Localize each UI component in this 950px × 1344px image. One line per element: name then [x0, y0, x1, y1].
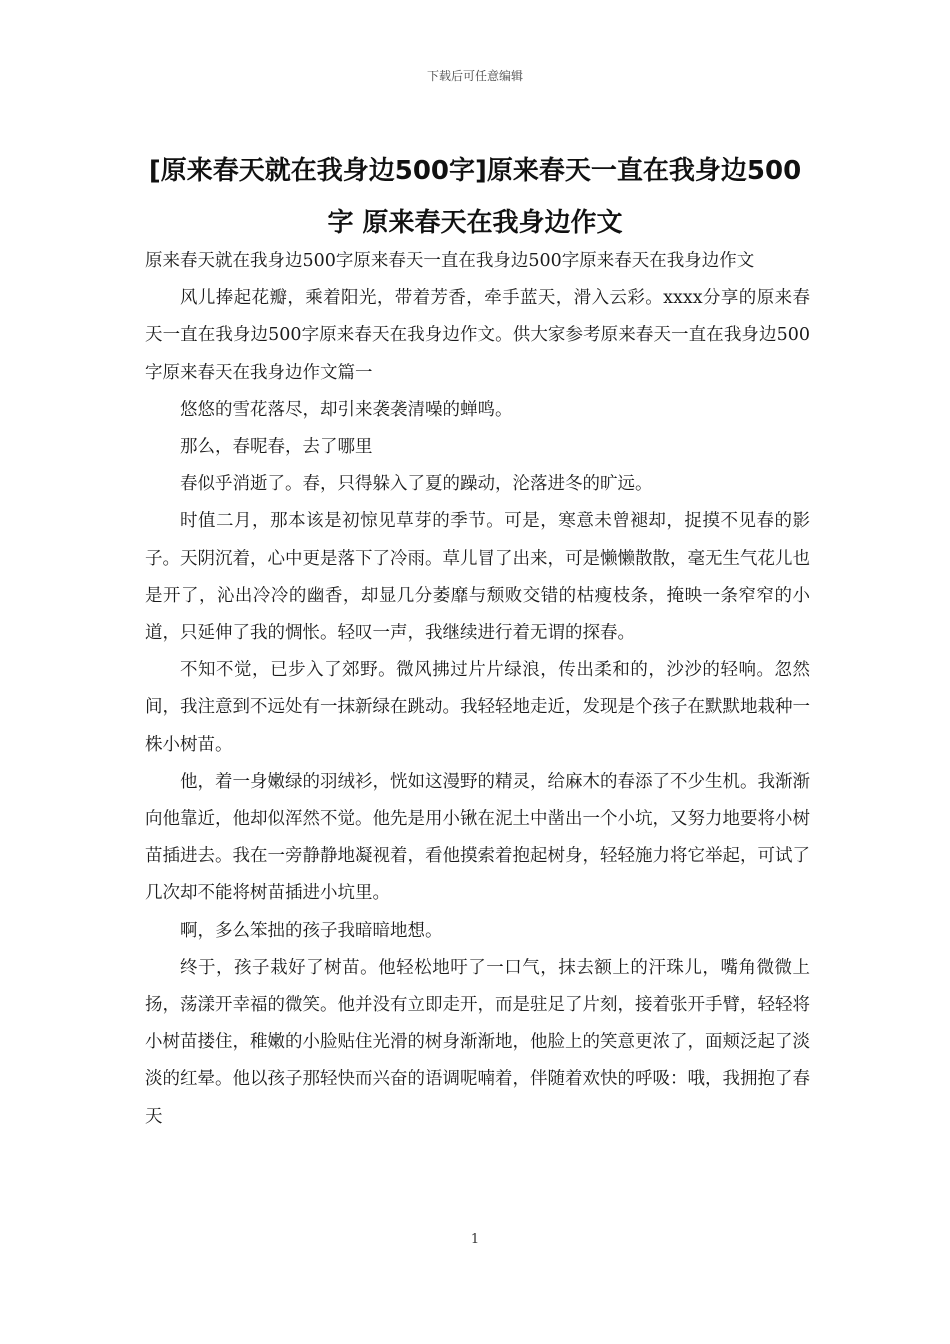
paragraph: 悠悠的雪花落尽，却引来袭袭清噪的蝉鸣。 — [180, 399, 513, 420]
paragraph: 那么，春呢春，去了哪里 — [180, 437, 373, 458]
paragraph: 不知不觉，已步入了郊野。微风拂过片片绿浪，传出柔和的，沙沙的轻响。忽然间，我注意到不远处有一抹新绿在跳动。我轻轻地走近，发现是个孩子在默默地栽种一株小树苗。 — [145, 660, 810, 755]
paragraph: 终于，孩子栽好了树苗。他轻松地吁了一口气，抹去额上的汗珠儿，嘴角微微上扬，荡漾开幸福的微笑。他并没有立即走开，而是驻足了片刻，接着张开手臂，轻轻将小树苗搂住，稚嫩的小脸贴住光滑的树身渐渐地，他脸上的笑意更浓了，面颊泛起了淡淡的红晕。他以孩子那轻快而兴奋的语调呢喃着，伴随着欢快的呼吸：哦，我拥抱了春天 — [145, 957, 810, 1127]
paragraph-subtitle: 原来春天就在我身边500字原来春天一直在我身边500字原来春天在我身边作文 — [145, 251, 755, 271]
page-number: 1 — [470, 1232, 480, 1247]
header-note: 下载后可任意编辑 — [426, 69, 523, 83]
document-title: [原来春天就在我身边500字]原来春天一直在我身边500字 原来春天在我身边作文 — [148, 156, 802, 238]
paragraph: 他，着一身嫩绿的羽绒衫，恍如这漫野的精灵，给麻木的春添了不少生机。我渐渐向他靠近，他却似浑然不觉。他先是用小锹在泥土中凿出一个小坑，又努力地要将小树苗插进去。我在一旁静静地凝视着，看他摸索着抱起树身，轻轻施力将它举起，可试了几次却不能将树苗插进小坑里。 — [145, 771, 810, 904]
paragraph: 风儿捧起花瓣，乘着阳光，带着芳香，牵手蓝天，滑入云彩。xxxx分享的原来春天一直在我身边500字原来春天在我身边作文。供大家参考原来春天一直在我身边500字原来春天在我身边作文篇一 — [145, 288, 810, 383]
paragraph: 春似乎消逝了。春，只得躲入了夏的躁动，沦落进冬的旷远。 — [180, 474, 653, 495]
paragraph: 时值二月，那本该是初惊见草芽的季节。可是，寒意未曾褪却，捉摸不见春的影子。天阴沉着，心中更是落下了冷雨。草儿冒了出来，可是懒懒散散，毫无生气花儿也是开了，沁出冷冷的幽香，却显几分萎靡与颓败交错的枯瘦枝条，掩映一条窄窄的小道，只延伸了我的惆怅。轻叹一声，我继续进行着无谓的探春。 — [145, 511, 810, 644]
paragraph: 啊，多么笨拙的孩子我暗暗地想。 — [180, 920, 443, 941]
document-body — [145, 243, 810, 1136]
